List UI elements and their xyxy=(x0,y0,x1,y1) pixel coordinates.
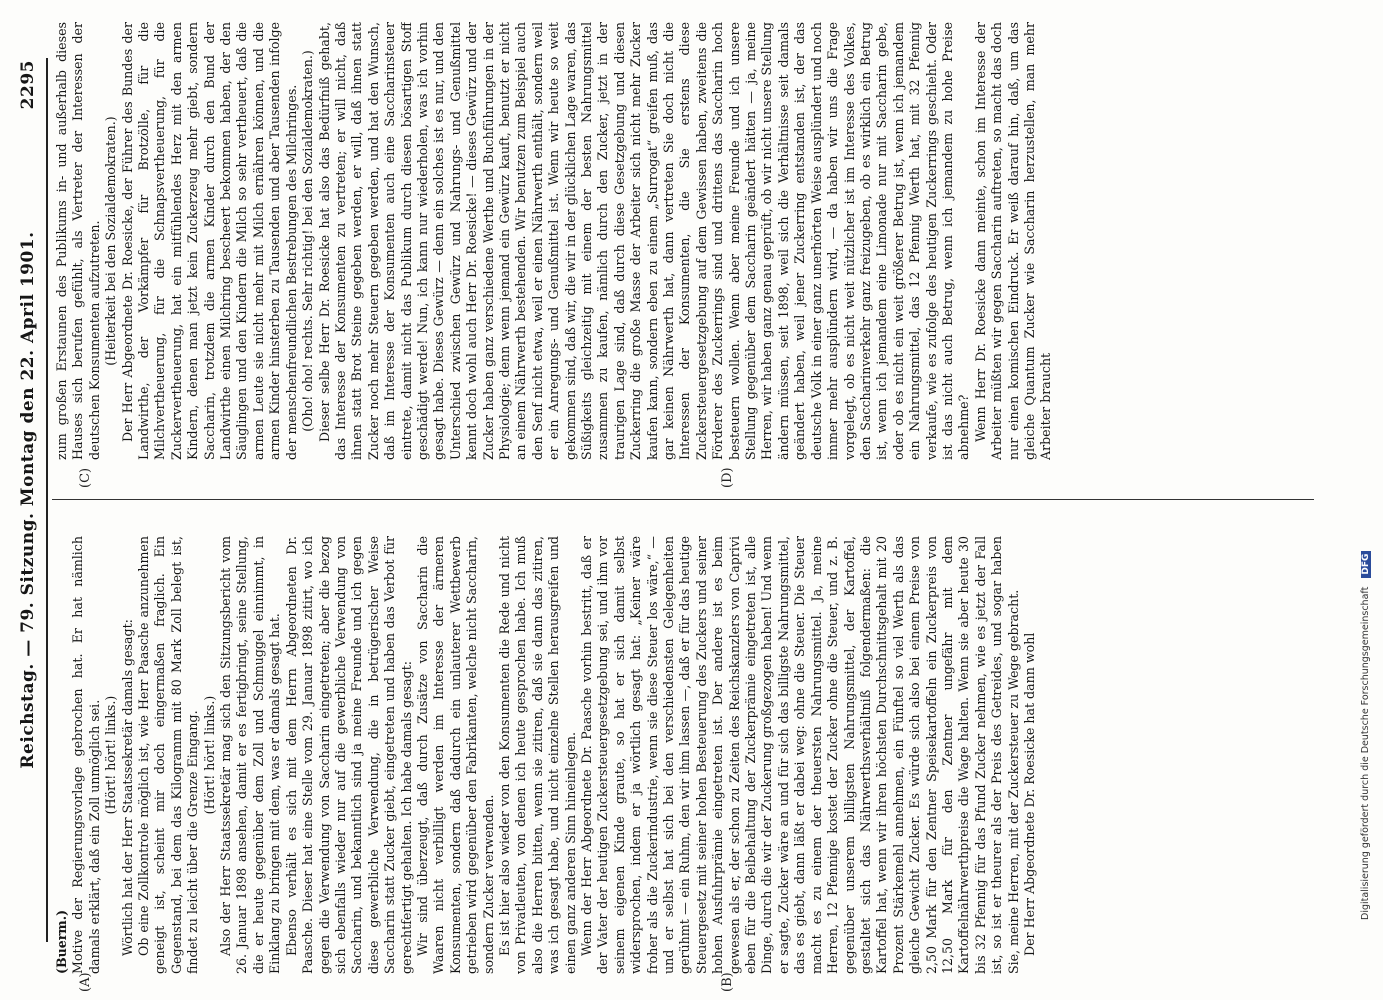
interjection: (Heiterkeit bei den Sozialdemokraten.) xyxy=(103,116,119,366)
quotation: Wir sind überzeugt, daß durch Zusätze von Saccharin die Waaren nicht verbilligt werden im Interesse der ärmeren Konsumenten, sondern daß dadurch ein unlauterer Wettbewerb getrieben wird gegenüber den Fabrikanten, welche nicht Saccharin, sondern Zucker verwenden. xyxy=(414,536,496,974)
page-title: Reichstag. — 79. Sitzung. Montag den 22. April 1901. xyxy=(18,231,38,769)
paragraph: Wenn der Herr Abgeordnete Dr. Paasche vorhin bestritt, daß er der Vater der heutigen Zuckersteuergesetzgebung sei, und ihm vor seinem eigenen Kinde graute, so hat er sich damit selbst widersprochen, indem er ja wörtlich gesagt hat: „Keiner wäre froher als die Zuckerindustrie, wenn sie diese Steuer los wäre,“ — und er selbst hat sich bei den verschiedensten Gelegenheiten gerühmt — ein Ruhm, den wir ihm lassen —, daß er für das heutige Steuergesetz mit seiner hohen Besteuerung des Zuckers und seiner hohen Ausfuhrprämie eingetreten ist. Der andere ist es beim gewesen als er, der schon zu Zeiten des Reichskanzlers von Caprivi eben für die Beibehaltung der Zuckerprämie eingetreten ist, alle Dinge, durch die wir der Zuckerung großgezogen haben! Und wenn er sagte, Zucker wäre an und für sich das billigste Nahrungsmittel, das es giebt, dann läßt er dabei weg: ohne die Steuer. Die Steuer macht es zu einem der theuersten Nahrungsmittel. Ja, meine Herren, 12 Pfennige kostet der Zucker ohne die Steuer, und z. B. gegenüber unserem billigsten Nahrungsmittel, der Kartoffel, gestaltet sich das Nährwerthsverhältniß folgendermaßen: die Kartoffel hat, wenn wir ihren höchsten Durchschnittsgehalt mit 20 Prozent Stärkemehl annehmen, ein Fünftel so viel Werth als das gleiche Gewicht Zucker. Es würde sich also bei einem Preise von 2,50 Mark für den Zentner Speisekartoffeln ein Zuckerpreis von 12,50 Mark für den Zentner ungefähr mit dem Kartoffelnährwerthpreise die Wage halten. Wenn sie aber heute 30 bis 32 Pfennig für das Pfund Zucker nehmen, wie es jetzt der Fall ist, so ist er theurer als der Preis des Getreides, und sogar haben Sie, meine Herren, mit der Zuckersteuer zu Wege gebracht. xyxy=(579,536,1021,974)
interjection: (Hört! hört! links.) xyxy=(103,695,119,815)
margin-letter-d: (D) xyxy=(720,467,735,488)
interjection: (Hört! hört! links.) xyxy=(201,695,217,815)
page-number: 2295 xyxy=(18,60,38,110)
paragraph: Also der Herr Staatssekretär mag sich den Sitzungsbericht vom 26. Januar 1898 ansehen, damit er es fertigbringt, seine Stellung, die er heute gegenüber dem Zoll und Schmuggel einnimmt, in Einklang zu bringen mit dem, was er damals gesagt hat. xyxy=(218,536,283,974)
text-column-left xyxy=(54,536,1304,974)
paragraph: Der Herr Abgeordnete Dr. Roesicke hat dann wohl xyxy=(1021,632,1037,956)
digitization-credit xyxy=(1360,60,1371,920)
paragraph: Wenn Herr Dr. Roesicke dann meinte, schon im Interesse der Arbeiter müßten wir gegen Saccharin auftreten, so macht das doch nur einen komischen Eindruck. Er weiß darauf hin, daß, um das gleiche Quantum Zucker wie Saccharin herzustellen, man mehr Arbeiter braucht xyxy=(972,22,1054,460)
paragraph: Dieser selbe Herr Dr. Roesicke hat also das Bedürfniß gehabt, das Interesse der Konsumenten zu vertreten; er will nicht, daß ihnen statt Brot Steine gegeben werden, er will, daß ihnen statt Zucker noch mehr Steuern gegeben werden, und hat den Wunsch, daß im Interesse der Konsumenten auch eine Saccharinsteuer eintrete, damit nicht das Publikum durch diesen bösartigen Stoff geschädigt werde! Nun, ich kann nur wiederholen, was ich vorhin gesagt habe. Dieses Gewürz — denn ein solches ist es nur, und den Unterschied zwischen Gewürz und Nahrungs- und Genußmittel kennt doch wohl auch Herr Dr. Roesicke! — dieses Gewürz und der Zucker haben ganz verschiedene Werthe und Buchführungen in der Physiologie; denn wenn jemand ein Gewürz kauft, benutzt er nicht an einem Nährwerth bestehenden. Wir benutzen zum Beispiel auch den Senf nicht etwa, weil er einen Nährwerth enthält, sondern weil er ein Anregungs- und Genußmittel ist. Wenn wir heute so weit gekommen sind, daß wir, die wir in der glücklichen Lage waren, das Süßigkeits gleichzeitig mit einem der besten Nahrungsmittel zusammen zu kaufen, nämlich durch den Zucker, jetzt in der traurigen Lage sind, daß durch diese Gesetzgebung und diesen Zuckerring die große Masse der Arbeiter sich nicht mehr Zucker kaufen kann, sondern eben zu einem „Surrogat“ greifen muß, das gar keinen Nährwerth hat, dann vertreten Sie doch nicht die Interessen der Konsumenten, die Sie erstens diese Zuckersteuergesetzgebung auf dem Gewissen haben, zweitens die Förderer des Zuckerrings sind und drittens das Saccharin hoch besteuern wollen. Wenn aber meine Freunde und ich unsere Stellung gegenüber dem Saccharin geändert hätten — ja, meine Herren, wir haben ganz genau geprüft, ob wir nicht unsere Stellung ändern müssen, seit 1898, weil sich die Verhältnisse seit damals geändert haben, weil jener Zuckerring entstanden ist, der das deutsche Volk in einer ganz unerhörten Weise ausplündert und noch immer mehr ausplündern wird, — da haben wir uns die Frage vorgelegt, ob es nicht weit nützlicher ist im Interesse des Volkes, den Saccharinverkehr ganz freizugeben, ob es wirklich ein Betrug ist, wenn ich jemandem eine Limonade nur mit Saccharin gebe, oder ob es nicht ein weit größerer Betrug ist, wenn ich jemandem ein Nahrungsmittel, das 12 Pfennig Werth hat, mit 32 Pfennig verkaufe, wie es zufolge des heutigen Zuckerrings geschieht. Oder ist das nicht auch Betrug, wenn ich jemandem zu hohe Preise abnehme? xyxy=(316,22,972,460)
text-column-right xyxy=(54,22,1304,460)
paragraph: zum großen Erstaunen des Publikums in- und außerhalb dieses Hauses sich berufen gefühlt, als Vertreter der Interessen der deutschen Konsumenten aufzutreten. xyxy=(54,22,102,460)
speaker-tag: (Buerm.) xyxy=(54,909,69,974)
dfg-logo: DFG xyxy=(1361,551,1371,578)
paragraph: Es ist hier also wieder von den Konsumenten die Rede und nicht von Privatleuten, von denen ich heute gesprochen habe. Ich muß also die Herren bitten, wenn sie zitiren, daß sie dann das zitiren, was ich gesagt habe, und nicht einzelne Stellen herausgreifen und einen ganz anderen Sinn hineinlegen. xyxy=(496,536,578,974)
paragraph: Wörtlich hat der Herr Staatssekretär damals gesagt: xyxy=(119,619,135,956)
running-head xyxy=(18,60,44,940)
paragraph: Der Herr Abgeordnete Dr. Roesicke, der Führer des Bundes der Landwirthe, der Vorkämpfer für Brotzölle, für die Milchvertheuerung, für die Schnapsvertheuerung, für die Zuckervertheuerung, hat ein mitfühlendes Herz mit den armen Kindern, denen man jetzt kein Zuckerzeug mehr giebt, sondern Saccharin, trotzdem die armen Kinder durch den Bund der Landwirthe einen Milchring bescheert bekommen haben, der den Säuglingen und den Kindern die Milch so sehr vertheuert, daß die armen Leute sie nicht mehr mit Milch ernähren können, und die armen Kinder hinsterben zu Tausenden und aber Tausenden infolge der menschenfreundlichen Bestrebungen des Milchringes. xyxy=(119,22,299,460)
margin-letter-c: (C) xyxy=(78,467,93,488)
header-rule xyxy=(46,58,48,942)
interjection: (Oho! oho! rechts. Sehr richtig! bei den Sozialdemokraten.) xyxy=(300,50,316,432)
paragraph: Ebenso verhält es sich mit dem Herrn Abgeordneten Dr. Paasche. Dieser hat eine Stelle vom 29. Januar 1898 zitirt, wo ich gegen die Verwendung von Saccharin eingetreten; aber die bezog sich ebenfalls wieder nur auf die gewerbliche Verwendung von Saccharin, und bekanntlich sind ja meine Freunde und ich gegen diese gewerbliche Verwendung, die in betrügerischer Weise Saccharin statt Zucker giebt, eingetreten und haben das Verbot für gerechtfertigt gehalten. Ich habe damals gesagt: xyxy=(283,536,414,974)
credit-text: Digitalisierung gefördert durch die Deutsche Forschungsgemeinschaft xyxy=(1360,586,1371,920)
column-divider xyxy=(52,499,1314,500)
paragraph: Motive der Regierungsvorlage gebrochen hat. Er hat nämlich damals erklärt, daß ein Zoll unmöglich sei. xyxy=(70,536,102,974)
margin-letter-a: (A) xyxy=(78,972,93,992)
quotation: Ob eine Zollkontrole möglich ist, wie Herr Paasche anzunehmen geneigt ist, scheint mir doch eingermaßen fraglich. Ein Gegenstand, bei dem das Kilogramm mit 80 Mark Zoll belegt ist, findet zu leicht über die Grenze Eingang. xyxy=(136,536,201,974)
margin-letter-b: (B) xyxy=(720,972,735,992)
